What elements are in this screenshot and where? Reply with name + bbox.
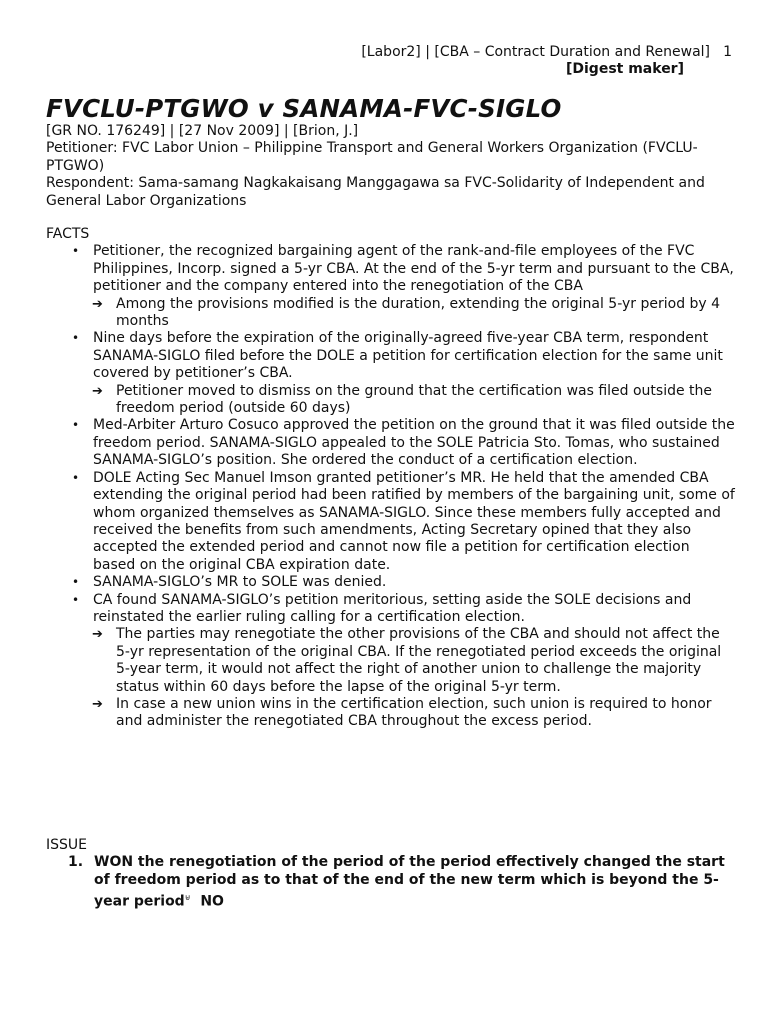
issue-heading: ISSUE bbox=[46, 837, 87, 853]
fact-subitem-text: Among the provisions modified is the duration, extending the original 5-yr period by 4 months bbox=[116, 295, 721, 330]
fact-subitem bbox=[46, 696, 736, 731]
fact-item bbox=[46, 470, 736, 574]
bullet-icon: • bbox=[72, 331, 80, 346]
page-number: 1 bbox=[723, 44, 732, 60]
fact-text: DOLE Acting Sec Manuel Imson granted petitioner’s MR. He held that the amended CBA extending the original period had been ratified by members of the bargaining unit, some of whom organized themselves as SANAMA-SIGLO. Since these members fully accepted and received the benefits from such amendments, Acting Secretary opined that they also accepted the extended period and cannot now file a petition for certification election based on the original CBA expiration date. bbox=[93, 469, 735, 573]
fact-text: SANAMA-SIGLO’s MR to SOLE was denied. bbox=[93, 574, 387, 591]
bullet-icon: • bbox=[72, 575, 80, 590]
arrow-icon: ➔ bbox=[92, 296, 103, 312]
fact-text: CA found SANAMA-SIGLO’s petition meritorious, setting aside the SOLE decisions and reinstated the earlier ruling calling for a certification election. bbox=[93, 591, 692, 625]
header-course-topic: [Labor2] | [CBA – Contract Duration and Renewal] bbox=[361, 44, 710, 60]
fact-item bbox=[46, 243, 736, 330]
fact-subitem bbox=[46, 383, 736, 418]
fact-text: Petitioner, the recognized bargaining agent of the rank-and-file employees of the FVC Philippines, Incorp. signed a 5-yr CBA. At the end of the 5-yr term and pursuant to the CBA, petitioner and the company entered into the renegotiation of the CBA bbox=[93, 243, 734, 295]
fact-text: Nine days before the expiration of the originally-agreed five-year CBA term, respondent SANAMA-SIGLO filed before the DOLE a petition for certification election for the same unit covered by petitioner’s CBA. bbox=[93, 330, 723, 382]
arrow-icon: ➔ bbox=[92, 627, 103, 643]
fact-item bbox=[46, 417, 736, 469]
fact-item bbox=[46, 592, 736, 731]
case-petitioner: Petitioner: FVC Labor Union – Philippine Transport and General Workers Organization (FVCLU-PTGWO) bbox=[46, 140, 698, 174]
fact-subitem-text: In case a new union wins in the certification election, such union is required to honor and administer the renegotiated CBA throughout the excess period. bbox=[116, 695, 712, 730]
fact-subitems bbox=[46, 626, 736, 730]
issue-list bbox=[46, 854, 736, 911]
issue-answer: NO bbox=[200, 893, 224, 910]
bullet-icon: • bbox=[72, 418, 80, 433]
fact-subitem-text: The parties may renegotiate the other provisions of the CBA and should not affect the 5-yr representation of the original CBA. If the renegotiated period exceeds the original 5-year term, it would not affect the right of another union to challenge the majority status within 60 days before the lapse of the original 5-yr term. bbox=[116, 626, 722, 695]
issue-text: WON the renegotiation of the period of the period effectively changed the start of freedom period as to that of the end of the new term which is beyond the 5-year period bbox=[94, 854, 725, 910]
bullet-icon: • bbox=[72, 592, 80, 607]
fact-subitem-text: Petitioner moved to dismiss on the ground that the certification was filed outside the freedom period (outside 60 days) bbox=[116, 382, 713, 417]
facts-list bbox=[46, 243, 736, 730]
issue-number: 1. bbox=[68, 854, 84, 871]
issue-item bbox=[46, 854, 736, 911]
fact-subitems bbox=[46, 383, 736, 418]
fact-item bbox=[46, 330, 736, 417]
case-citation: [GR NO. 176249] | [27 Nov 2009] | [Brion, J.] bbox=[46, 123, 359, 139]
arrow-icon: ➔ bbox=[92, 696, 103, 712]
arrow-icon: ➔ bbox=[92, 383, 103, 399]
digest-maker: [Digest maker] bbox=[565, 61, 684, 78]
fact-subitem bbox=[46, 296, 736, 331]
case-title: FVCLU-PTGWO v SANAMA-FVC-SIGLO bbox=[46, 94, 562, 123]
fact-subitems bbox=[46, 296, 736, 331]
fact-text: Med-Arbiter Arturo Cosuco approved the petition on the ground that it was filed outside the freedom period. SANAMA-SIGLO appealed to the SOLE Patricia Sto. Tomas, who sustained SANAMA-SIGLO’s position. She ordered the conduct of a certification election. bbox=[93, 417, 735, 469]
facts-heading: FACTS bbox=[46, 226, 90, 242]
bullet-icon: • bbox=[72, 470, 80, 485]
issue-section bbox=[46, 837, 736, 911]
bullet-icon: • bbox=[72, 244, 80, 259]
case-respondent: Respondent: Sama-samang Nagkakaisang Manggagawa sa FVC-Solidarity of Independent and General Labor Organizations bbox=[46, 175, 705, 209]
fact-item bbox=[46, 574, 736, 591]
facts-section bbox=[46, 226, 736, 731]
footnote-marker-icon: ⊌ bbox=[184, 893, 191, 903]
case-meta bbox=[46, 123, 726, 210]
running-header bbox=[361, 44, 732, 79]
fact-subitem bbox=[46, 626, 736, 696]
